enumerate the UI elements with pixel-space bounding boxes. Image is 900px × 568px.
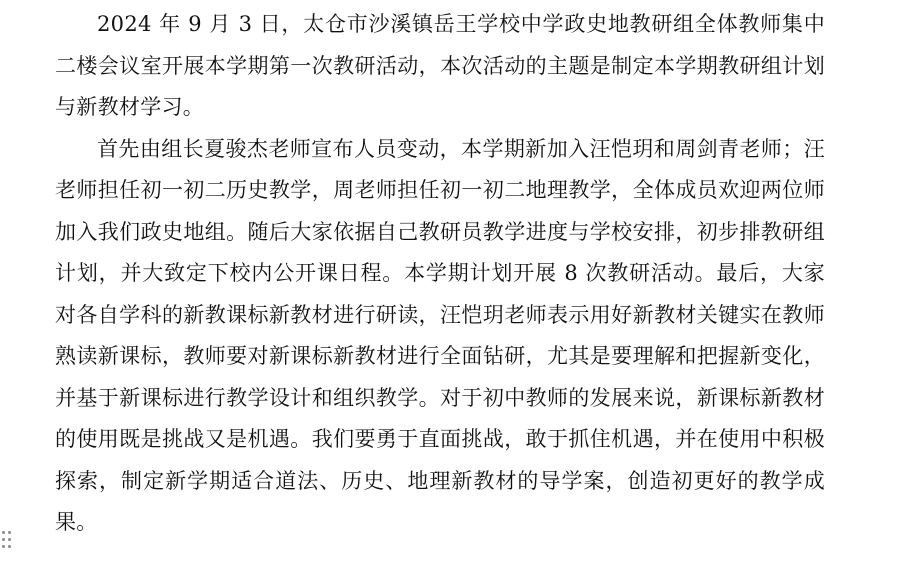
drag-dot [2, 545, 5, 548]
drag-handle-icon[interactable] [2, 531, 12, 553]
drag-dot [2, 531, 5, 534]
paragraph-activity-intro: 2024 年 9 月 3 日，太仓市沙溪镇岳王学校中学政史地教研组全体教师集中二楼会议室开展本学期第一次教研活动，本次活动的主题是制定本学期教研组计划与新教材学习。 [55, 12, 825, 119]
drag-dot [8, 545, 11, 548]
drag-dot [2, 538, 5, 541]
document-body [55, 4, 825, 544]
drag-dot [8, 538, 11, 541]
paragraph-activity-details: 首先由组长夏骏杰老师宣布人员变动，本学期新加入汪恺玥和周剑青老师；汪老师担任初一初二历史教学，周老师担任初一初二地理教学，全体成员欢迎两位师加入我们政史地组。随后大家依据自己教研员教学进度与学校安排，初步排教研组计划，并大致定下校内公开课日程。本学期计划开展 8 次教研活动。最后，大家对各自学科的新教课标新教材进行研读，汪恺玥老师表示用好新教材关键实在教师熟读新课标，教师要对新课标新教材进行全面钻研，尤其是要理解和把握新变化，并基于新课标进行教学设计和组织教学。对于初中教师的发展来说，新课标新教材的使用既是挑战又是机遇。我们要勇于直面挑战，敢于抓住机遇，并在使用中积极探索，制定新学期适合道法、历史、地理新教材的导学案，创造初更好的教学成果。 [55, 136, 825, 534]
drag-dot [8, 531, 11, 534]
